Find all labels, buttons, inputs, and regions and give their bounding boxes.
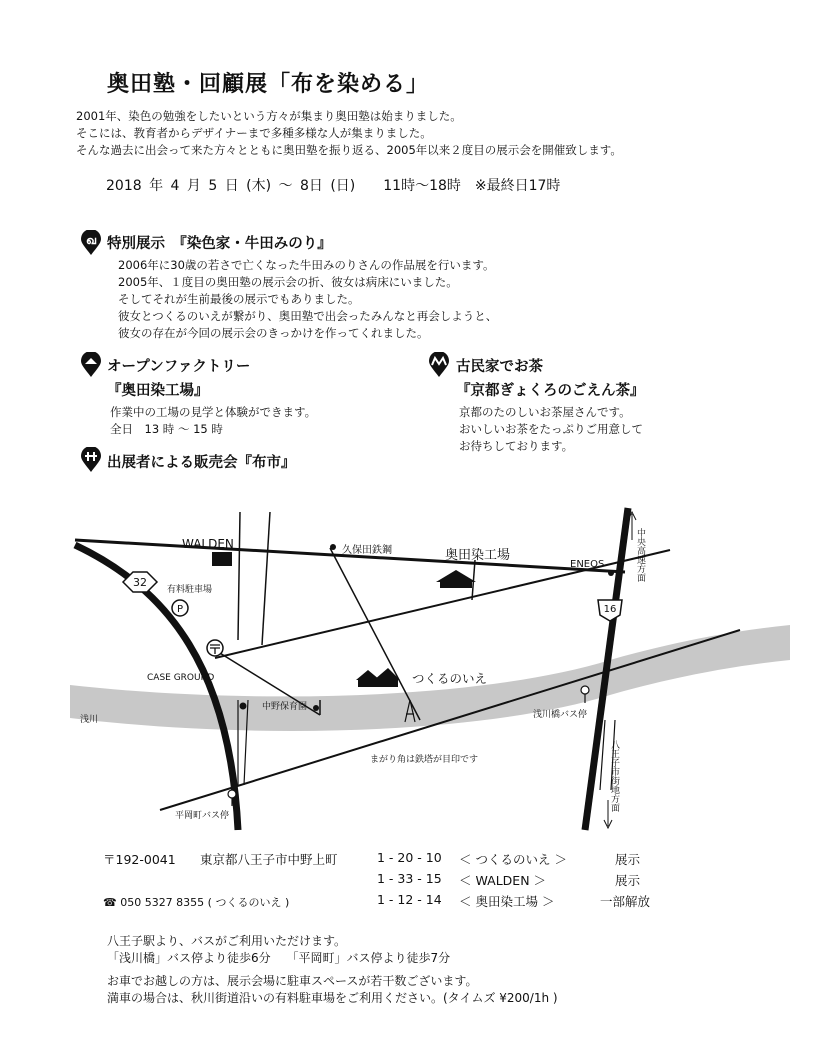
tea-line: お待ちしております。 bbox=[459, 439, 574, 453]
tsukuru-label: つくるのいえ bbox=[412, 671, 488, 686]
special-heading: 特別展示 『染色家・牛田みのり』 bbox=[107, 236, 332, 252]
side-road bbox=[330, 548, 420, 720]
route-16-label: 16 bbox=[603, 604, 617, 615]
tea-heading: 古民家でお茶 bbox=[456, 359, 543, 375]
map-pin-icon bbox=[80, 352, 102, 378]
case-ground-label: CASE GROUND bbox=[147, 673, 215, 683]
walden-label: WALDEN bbox=[182, 537, 234, 551]
access-line: 満車の場合は、秋川街道沿いの有料駐車場をご利用ください。(タイムズ ¥200/1h ) bbox=[107, 991, 558, 1005]
address-place: ＜ つくるのいえ ＞ bbox=[459, 852, 567, 867]
event-dates: 2018 年 4 月 5 日 (木) 〜 8日 (日) 11時〜18時 ※最終日17時 bbox=[106, 178, 561, 194]
intro-text bbox=[76, 108, 622, 159]
eneos-label: ENEOS bbox=[570, 559, 605, 570]
access-info bbox=[107, 933, 558, 1007]
special-line: 彼女の存在が今回の展示会のきっかけを作ってくれました。 bbox=[118, 326, 429, 340]
address-note: 展示 bbox=[615, 852, 641, 867]
asakawabashi-bus-label: 浅川橋バス停 bbox=[533, 710, 588, 720]
address-note: 一部解放 bbox=[600, 894, 651, 909]
asakawa-label: 浅川 bbox=[80, 715, 99, 725]
access-map bbox=[0, 500, 813, 840]
tea-line: 京都のたのしいお茶屋さんです。 bbox=[459, 405, 631, 419]
map-pin-icon bbox=[428, 352, 450, 378]
kaido-label: 八王子市街地方面 bbox=[609, 740, 619, 812]
phone-number: ☎ 050 5327 8355 ( つくるのいえ ) bbox=[103, 896, 290, 909]
access-line: 「浅川橋」バス停より徒歩6分 「平岡町」バス停より徒歩7分 bbox=[107, 951, 451, 965]
address-num: 1 - 33 - 15 bbox=[377, 871, 442, 886]
factory-body bbox=[110, 404, 316, 438]
walden-building bbox=[212, 552, 232, 566]
tower-note: まがり角は鉄塔が目印です bbox=[370, 755, 479, 765]
bus-stop-icon bbox=[581, 686, 589, 694]
access-line: お車でお越しの方は、展示会場に駐車スペースが若干数ございます。 bbox=[107, 974, 478, 988]
parking-label: 有料駐車場 bbox=[167, 585, 213, 595]
okuda-label: 奥田染工場 bbox=[445, 548, 511, 563]
postal-code: 〒192-0041 bbox=[103, 852, 176, 867]
intro-line: 2001年、染色の勉強をしたいという方々が集まり奥田塾は始まりました。 bbox=[76, 109, 462, 123]
page-title: 奥田塾・回顧展「布を染める」 bbox=[107, 72, 430, 97]
address-note: 展示 bbox=[615, 873, 641, 888]
access-line: 八王子駅より、バスがご利用いただけます。 bbox=[107, 934, 347, 948]
special-body bbox=[118, 257, 497, 342]
map-pin-icon bbox=[80, 447, 102, 473]
factory-line: 作業中の工場の見学と体験ができます。 bbox=[110, 405, 317, 419]
address-num: 1 - 12 - 14 bbox=[377, 892, 442, 907]
kubota-dot bbox=[330, 544, 336, 550]
factory-subheading: 『奥田染工場』 bbox=[107, 383, 209, 399]
case-ground-dot bbox=[240, 703, 247, 710]
tea-body bbox=[459, 404, 643, 455]
svg-text:ഖ: ഖ bbox=[85, 234, 97, 247]
hirookamachi-bus-label: 平岡町バス停 bbox=[175, 811, 230, 821]
side-road bbox=[262, 512, 270, 645]
factory-line: 全日 13 時 〜 15 時 bbox=[110, 422, 223, 436]
tea-subheading: 『京都ぎょくろのごえん茶』 bbox=[456, 383, 645, 399]
intro-line: そんな過去に出会って来た方々とともに奥田塾を振り返る、2005年以来２度目の展示会を開催致します。 bbox=[76, 143, 622, 157]
parking-mark: P bbox=[176, 604, 184, 615]
map-pin-icon bbox=[80, 230, 102, 256]
market-heading: 出展者による販売会『布市』 bbox=[107, 455, 296, 471]
route-32-label: 32 bbox=[133, 576, 147, 589]
expressway-label: 中央高速方面 bbox=[635, 528, 645, 582]
address-num: 1 - 20 - 10 bbox=[377, 850, 442, 865]
bus-stop-icon bbox=[228, 790, 236, 798]
special-line: 2005年、１度目の奥田塾の展示会の折、彼女は病床にいました。 bbox=[118, 275, 458, 289]
special-line: 彼女とつくるのいえが繋がり、奥田塾で出会ったみんなと再会しようと、 bbox=[118, 309, 498, 323]
special-line: 2006年に30歳の若さで亡くなった牛田みのりさんの作品展を行います。 bbox=[118, 258, 495, 272]
route-32 bbox=[75, 545, 238, 830]
address-place: ＜ WALDEN ＞ bbox=[459, 873, 547, 888]
intro-line: そこには、教育者からデザイナーまで多種多様な人が集まりました。 bbox=[76, 126, 432, 140]
tea-line: おいしいお茶をたっぷりご用意して bbox=[459, 422, 643, 436]
address-city: 東京都八王子市中野上町 bbox=[200, 852, 338, 867]
factory-heading: オープンファクトリー bbox=[107, 359, 251, 375]
nakano-label: 中野保育園 bbox=[262, 702, 308, 712]
kubota-label: 久保田鉄鋼 bbox=[342, 545, 392, 556]
side-road bbox=[238, 512, 240, 640]
address-place: ＜ 奥田染工場 ＞ bbox=[459, 894, 555, 909]
special-line: そしてそれが生前最後の展示でもありました。 bbox=[118, 292, 360, 306]
